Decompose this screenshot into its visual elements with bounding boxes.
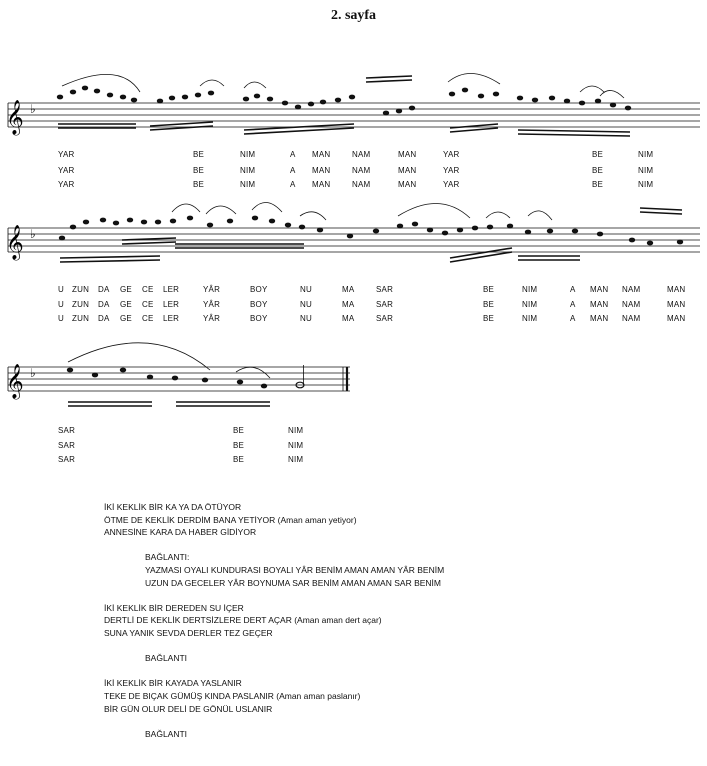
poem-line: BİR GÜN OLUR DELİ DE GÖNÜL USLANIR — [104, 703, 273, 714]
lyric-syllable: DA — [98, 285, 110, 294]
lyric-syllable: BE — [483, 285, 495, 294]
lyric-syllable: SAR — [376, 300, 394, 309]
lyric-syllable: MAN — [590, 314, 609, 323]
lyric-syllable: YAR — [443, 180, 460, 189]
lyric-syllable: DA — [98, 300, 110, 309]
poem-line: ÖTME DE KEKLİK DERDİM BANA YETİYOR (Aman aman yetiyor) — [104, 514, 357, 525]
lyric-syllable: MAN — [590, 285, 609, 294]
lyric-syllable: SAR — [58, 426, 76, 435]
lyric-syllable: YAR — [58, 180, 75, 189]
poem-line: DERTLİ DE KEKLİK DERTSİZLERE DERT AÇAR (Aman aman dert açar) — [104, 615, 382, 626]
lyric-syllable: NIM — [522, 285, 538, 294]
lyric-syllable: BE — [193, 180, 205, 189]
lyric-syllable: MAN — [398, 166, 417, 175]
lyric-syllable: NIM — [522, 314, 538, 323]
lyric-syllable: MAN — [312, 150, 331, 159]
lyric-syllable: BE — [592, 180, 604, 189]
lyric-syllable: NIM — [638, 166, 654, 175]
lyric-syllable: YAR — [58, 166, 75, 175]
lyric-syllable: SAR — [376, 285, 394, 294]
lyric-syllable: LER — [163, 300, 180, 309]
lyric-syllable: MA — [342, 285, 355, 294]
lyric-syllable: NIM — [240, 180, 256, 189]
lyric-syllable: LER — [163, 314, 180, 323]
lyric-syllable: ZUN — [72, 300, 90, 309]
lyric-syllable: SAR — [58, 441, 76, 450]
lyric-syllable: NAM — [622, 300, 641, 309]
lyric-syllable: BOY — [250, 300, 268, 309]
lyric-syllable: BOY — [250, 314, 268, 323]
lyric-syllable: MA — [342, 314, 355, 323]
lyric-syllable: A — [290, 180, 296, 189]
lyric-syllable: NU — [300, 300, 312, 309]
lyric-syllable: BE — [483, 314, 495, 323]
lyric-syllable: NAM — [622, 285, 641, 294]
lyric-syllable: GE — [120, 314, 132, 323]
lyric-syllable: MAN — [667, 300, 686, 309]
lyric-syllable: MAN — [312, 166, 331, 175]
poem-line: UZUN DA GECELER YÂR BOYNUMA SAR BENİM AMAN AMAN SAR BENİM — [145, 577, 441, 588]
treble-clef-icon: 𝄞 — [6, 100, 24, 135]
lyric-syllable: NU — [300, 285, 312, 294]
lyric-syllable: SAR — [58, 455, 76, 464]
lyric-syllable: A — [570, 300, 576, 309]
lyric-syllable: NIM — [240, 150, 256, 159]
lyric-syllable: NAM — [352, 150, 371, 159]
lyric-syllable: GE — [120, 285, 132, 294]
lyric-syllable: MAN — [667, 314, 686, 323]
lyric-syllable: DA — [98, 314, 110, 323]
lyric-syllable: YAR — [58, 150, 75, 159]
lyric-syllable: NAM — [352, 166, 371, 175]
lyric-syllable: BE — [233, 455, 245, 464]
lyric-syllable: MAN — [312, 180, 331, 189]
music-staff-3 — [0, 335, 707, 415]
lyric-syllable: A — [570, 314, 576, 323]
lyric-syllable: MAN — [398, 180, 417, 189]
lyric-syllable: MAN — [667, 285, 686, 294]
lyric-syllable: U — [58, 285, 64, 294]
flat-icon: ♭ — [30, 366, 36, 380]
lyric-syllable: SAR — [376, 314, 394, 323]
lyric-syllable: A — [570, 285, 576, 294]
poem-line: İKİ KEKLİK BİR DEREDEN SU İÇER — [104, 602, 244, 613]
flat-icon: ♭ — [30, 102, 36, 116]
treble-clef-icon: 𝄞 — [6, 225, 24, 260]
poem-line: BAĞLANTI — [145, 728, 188, 739]
lyric-syllable: U — [58, 300, 64, 309]
lyric-syllable: NAM — [622, 314, 641, 323]
poem-line: YAZMASI OYALI KUNDURASI BOYALI YÂR BENİM AMAN AMAN YÂR BENİM — [145, 565, 445, 575]
lyric-syllable: NIM — [522, 300, 538, 309]
lyric-syllable: NIM — [240, 166, 256, 175]
lyric-syllable: U — [58, 314, 64, 323]
lyric-syllable: NAM — [352, 180, 371, 189]
lyric-syllable: NU — [300, 314, 312, 323]
lyric-syllable: BE — [233, 426, 245, 435]
music-staff-2 — [0, 190, 707, 280]
lyric-syllable: LER — [163, 285, 180, 294]
lyric-syllable: A — [290, 150, 296, 159]
lyric-syllable: MA — [342, 300, 355, 309]
lyric-syllable: BE — [483, 300, 495, 309]
lyric-syllable: BE — [193, 166, 205, 175]
lyric-syllable: YAR — [443, 166, 460, 175]
treble-clef-icon: 𝄞 — [6, 364, 24, 399]
lyric-syllable: YAR — [443, 150, 460, 159]
poem-line: SUNA YANIK SEVDA DERLER TEZ GEÇER — [104, 628, 273, 638]
lyric-syllable: ZUN — [72, 285, 90, 294]
poem-line: BAĞLANTI: — [145, 552, 190, 563]
lyric-syllable: A — [290, 166, 296, 175]
lyric-syllable: YÂR — [203, 285, 221, 294]
lyric-syllable: MAN — [398, 150, 417, 159]
lyric-syllable: CE — [142, 285, 154, 294]
lyric-syllable: YÂR — [203, 300, 221, 309]
lyric-syllable: CE — [142, 300, 154, 309]
lyric-syllable: BE — [233, 441, 245, 450]
lyric-syllable: GE — [120, 300, 132, 309]
poem-line: İKİ KEKLİK BİR KAYADA YASLANIR — [104, 678, 242, 689]
lyric-syllable: NIM — [638, 180, 654, 189]
poem-line: TEKE DE BIÇAK GÜMÜŞ KINDA PASLANIR (Aman aman paslanır) — [104, 691, 361, 701]
lyric-syllable: MAN — [590, 300, 609, 309]
lyric-syllable: BE — [193, 150, 205, 159]
lyric-syllable: YÂR — [203, 314, 221, 323]
lyric-syllable: BE — [592, 150, 604, 159]
lyric-syllable: NIM — [288, 455, 304, 464]
lyric-syllable: ZUN — [72, 314, 90, 323]
lyric-syllable: NIM — [288, 441, 304, 450]
music-staff-1 — [0, 60, 707, 150]
poem-line: BAĞLANTI — [145, 653, 188, 664]
lyric-syllable: CE — [142, 314, 154, 323]
lyric-syllable: NIM — [638, 150, 654, 159]
lyric-syllable: BE — [592, 166, 604, 175]
poem-line: İKİ KEKLİK BİR KA YA DA ÖTÜYOR — [104, 502, 242, 512]
lyric-syllable: BOY — [250, 285, 268, 294]
lyric-syllable: NIM — [288, 426, 304, 435]
poem-line: ANNESİNE KARA DA HABER GİDİYOR — [104, 527, 257, 538]
flat-icon: ♭ — [30, 227, 36, 241]
page-title: 2. sayfa — [330, 8, 377, 23]
